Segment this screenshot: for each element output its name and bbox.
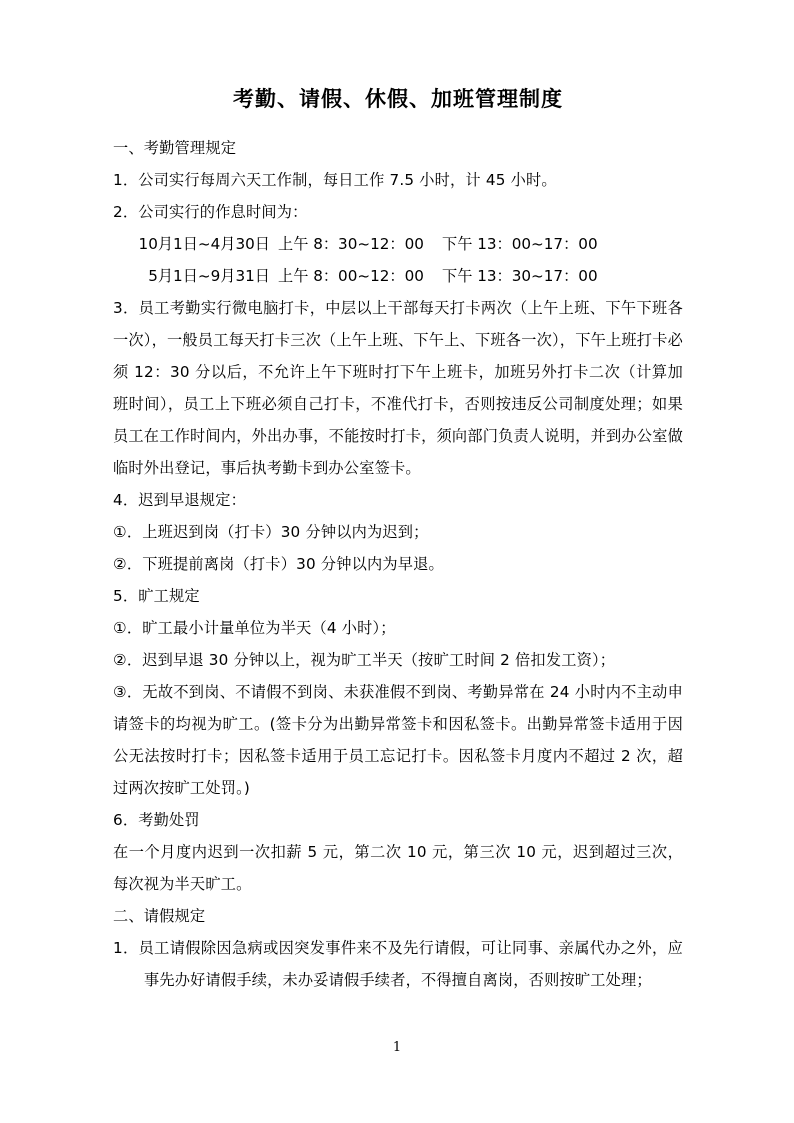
rule-item-5-sub-2: ②．迟到早退 30 分钟以上，视为旷工半天（按旷工时间 2 倍扣发工资）； (113, 651, 616, 669)
rule-item-4-sub-1: ①．上班迟到岗（打卡）30 分钟以内为迟到； (113, 523, 429, 541)
rule-item-1: 1．公司实行每周六天工作制，每日工作 7.5 小时，计 45 小时。 (113, 171, 557, 189)
leave-item-1: 1．员工请假除因急病或因突发事件来不及先行请假，可让同事、亲属代办之外，应事先办好请假手续，未办妥请假手续者，不得擅自离岗，否则按旷工处理； (113, 939, 683, 989)
rule-item-4-sub-2: ②．下班提前离岗（打卡）30 分钟以内为早退。 (113, 555, 444, 573)
schedule-row (113, 260, 683, 292)
schedule-date-range: 5月1日~9月31日 (148, 267, 270, 285)
schedule-afternoon-hours: 下午 13：30~17：00 (442, 267, 598, 285)
document-body (113, 84, 683, 996)
section-heading-attendance: 一、考勤管理规定 (113, 139, 237, 157)
rule-item-3: 3．员工考勤实行微电脑打卡，中层以上干部每天打卡两次（上午上班、下午下班各一次），一般员工每天打卡三次（上午上班、下午上、下班各一次），下午上班打卡必须 12：30 分以后，不允许上午下班时打下午上班卡，加班另外打卡二次（计算加班时间），员工上下班必须自己打卡，不准代打卡，否则按违反公司制度处理；如果员工在工作时间内，外出办事，不能按时打卡，须向部门负责人说明，并到办公室做临时外出登记，事后执考勤卡到办公室签卡。 (113, 299, 683, 477)
rule-item-6: 6．考勤处罚 (113, 811, 200, 829)
schedule-date-range: 10月1日~4月30日 (138, 235, 270, 253)
schedule-morning-hours: 上午 8：30~12：00 (278, 235, 424, 253)
schedule-afternoon-hours: 下午 13：00~17：00 (442, 235, 598, 253)
section-heading-leave: 二、请假规定 (113, 907, 206, 925)
rule-item-2: 2．公司实行的作息时间为： (113, 203, 308, 221)
page-title: 考勤、请假、休假、加班管理制度 (233, 87, 563, 111)
page-number: 1 (392, 1040, 402, 1055)
rule-item-5-sub-3: ③．无故不到岗、不请假不到岗、未获准假不到岗、考勤异常在 24 小时内不主动申请签卡的均视为旷工。(签卡分为出勤异常签卡和因私签卡。出勤异常签卡适用于因公无法按时打卡；因私签卡适用于员工忘记打卡。因私签卡月度内不超过 2 次，超过两次按旷工处罚。) (113, 683, 683, 797)
rule-item-4: 4．迟到早退规定： (113, 491, 246, 509)
schedule-row (113, 228, 683, 260)
rule-item-5: 5．旷工规定 (113, 587, 200, 605)
schedule-morning-hours: 上午 8：00~12：00 (278, 267, 424, 285)
rule-item-6-detail: 在一个月度内迟到一次扣薪 5 元，第二次 10 元，第三次 10 元，迟到超过三次，每次视为半天旷工。 (113, 843, 683, 893)
rule-item-5-sub-1: ①．旷工最小计量单位为半天（4 小时）； (113, 619, 396, 637)
